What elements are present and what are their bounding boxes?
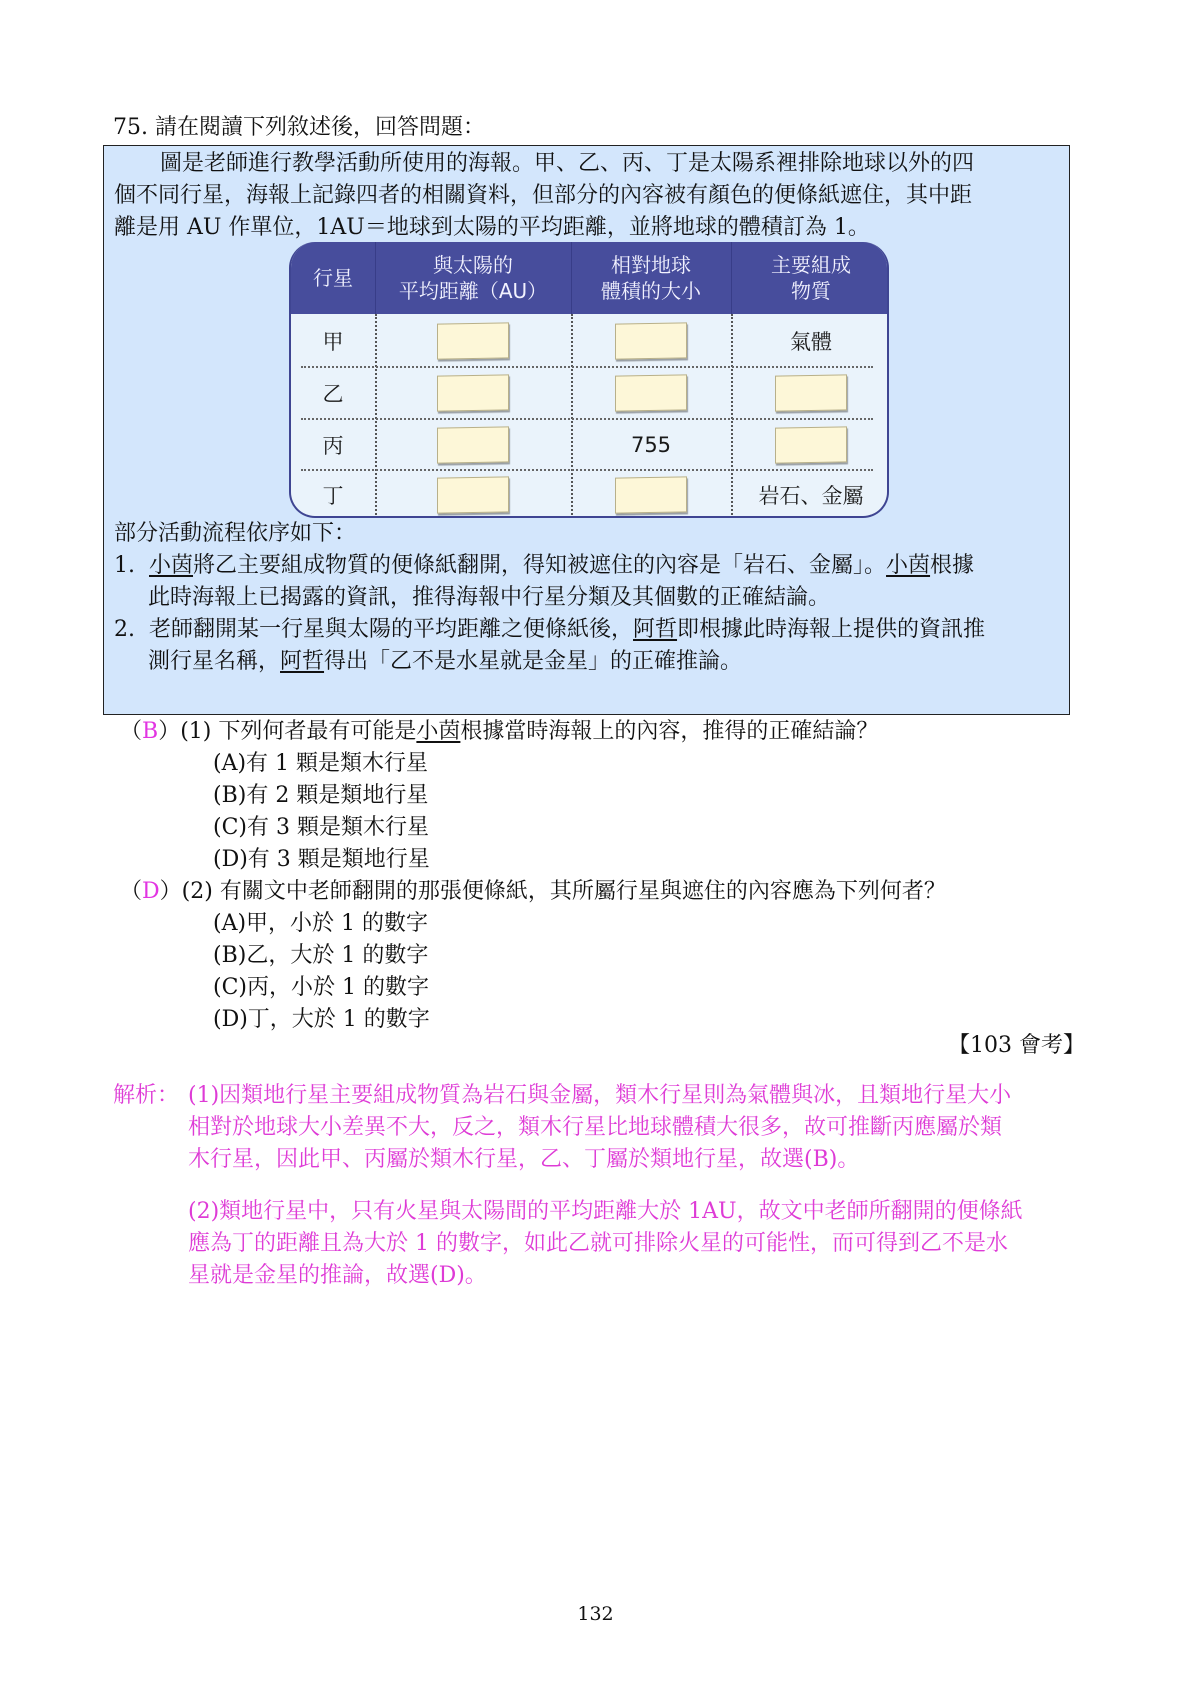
explanation-1-line: 木行星，因此甲、丙屬於類木行星，乙、丁屬於類地行星，故選(B)。 <box>188 1147 860 1172</box>
sticky-note-distance-bing[interactable] <box>437 426 509 463</box>
name-xiaoyin: 小茵 <box>416 719 461 744</box>
explanation-label: 解析： <box>113 1083 180 1108</box>
volume-cell-bing: 755 <box>630 432 672 457</box>
sticky-note-distance-yi[interactable] <box>437 374 509 411</box>
explanation-1-line: (1)因類地行星主要組成物質為岩石與金屬，類木行星則為氣體與冰，且類地行星大小 <box>188 1083 1012 1108</box>
answer-2: D <box>142 879 160 904</box>
planet-cell-yi: 乙 <box>322 382 344 406</box>
planet-poster-table <box>289 242 889 518</box>
explanation-1-line: 相對於地球大小差異不大，反之，類木行星比地球體積大很多，故可推斷丙應屬於類 <box>188 1115 1003 1140</box>
sticky-note-material-yi[interactable] <box>775 374 847 411</box>
header-planet: 行星 <box>313 266 353 290</box>
header-material: 主要組成 物質 <box>771 253 851 303</box>
explanation-2-line: 應為丁的距離且為大於 1 的數字，如此乙就可排除火星的可能性，而可得到乙不是水 <box>188 1231 1008 1256</box>
question-title-text: 請在閱讀下列敘述後，回答問題： <box>155 115 486 140</box>
option-2b: (B)乙，大於 1 的數字 <box>213 943 429 968</box>
passage-intro-line: 離是用 AU 作單位，1AU＝地球到太陽的平均距離，並將地球的體積訂為 1。 <box>114 215 870 240</box>
header-volume: 相對地球 體積的大小 <box>601 253 701 303</box>
explanation-2-line: (2)類地行星中，只有火星與太陽間的平均距離大於 1AU，故文中老師所翻開的便條紙 <box>188 1199 1023 1224</box>
option-1b: (B)有 2 顆是類地行星 <box>213 783 429 808</box>
poster-header-row <box>291 242 887 314</box>
step-1-line-1: 1. 小茵將乙主要組成物質的便條紙翻開，得知被遮住的內容是「岩石、金屬」。小茵根據 <box>114 553 975 578</box>
option-1c: (C)有 3 顆是類木行星 <box>213 815 429 840</box>
question-number: 75. <box>113 115 148 140</box>
source-label: 【103 會考】 <box>948 1033 1085 1058</box>
sticky-note-distance-jia[interactable] <box>437 322 509 359</box>
passage-intro-line: 圖是老師進行教學活動所使用的海報。甲、乙、丙、丁是太陽系裡排除地球以外的四 <box>160 151 975 176</box>
option-2d: (D)丁，大於 1 的數字 <box>213 1007 430 1032</box>
page-number: 132 <box>577 1603 614 1625</box>
step-2-line-2: 測行星名稱，阿哲得出「乙不是水星就是金星」的正確推論。 <box>148 649 743 674</box>
step-2-line-1: 2. 老師翻開某一行星與太陽的平均距離之便條紙後，阿哲即根據此時海報上提供的資訊推 <box>114 617 986 642</box>
answer-1: B <box>142 719 159 744</box>
option-1d: (D)有 3 顆是類地行星 <box>213 847 430 872</box>
passage-box <box>103 145 1070 715</box>
option-1a: (A)有 1 顆是類木行星 <box>213 751 429 776</box>
planet-cell-ding: 丁 <box>322 483 344 508</box>
sticky-note-distance-ding[interactable] <box>437 476 509 513</box>
subquestion-1-stem: （B）(1) 下列何者最有可能是小茵根據當時海報上的內容，推得的正確結論？ <box>120 719 879 744</box>
sticky-note-material-bing[interactable] <box>775 426 847 463</box>
material-cell-ding: 岩石、金屬 <box>758 483 864 508</box>
name-xiaoyin: 小茵 <box>886 553 931 578</box>
name-xiaoyin: 小茵 <box>149 553 194 578</box>
sticky-note-volume-yi[interactable] <box>615 374 687 411</box>
sticky-note-volume-jia[interactable] <box>615 322 687 359</box>
process-heading: 部分活動流程依序如下： <box>114 521 357 546</box>
name-azhe: 阿哲 <box>633 617 678 642</box>
sticky-note-volume-ding[interactable] <box>615 476 687 513</box>
option-2a: (A)甲，小於 1 的數字 <box>213 911 429 936</box>
planet-cell-jia: 甲 <box>322 330 344 354</box>
material-cell-jia: 氣體 <box>790 330 832 354</box>
question-title <box>113 112 485 144</box>
option-2c: (C)丙，小於 1 的數字 <box>213 975 429 1000</box>
step-1-line-2: 此時海報上已揭露的資訊，推得海報中行星分類及其個數的正確結論。 <box>148 585 831 610</box>
subquestion-2-stem: （D）(2) 有關文中老師翻開的那張便條紙，其所屬行星與遮住的內容應為下列何者？ <box>120 879 946 904</box>
header-distance: 與太陽的 平均距離（AU） <box>398 253 548 303</box>
planet-cell-bing: 丙 <box>322 433 344 458</box>
explanation-2-line: 星就是金星的推論，故選(D)。 <box>188 1263 487 1288</box>
name-azhe: 阿哲 <box>280 649 325 674</box>
passage-intro-line: 個不同行星，海報上記錄四者的相關資料，但部分的內容被有顏色的便條紙遮住，其中距 <box>114 183 973 208</box>
